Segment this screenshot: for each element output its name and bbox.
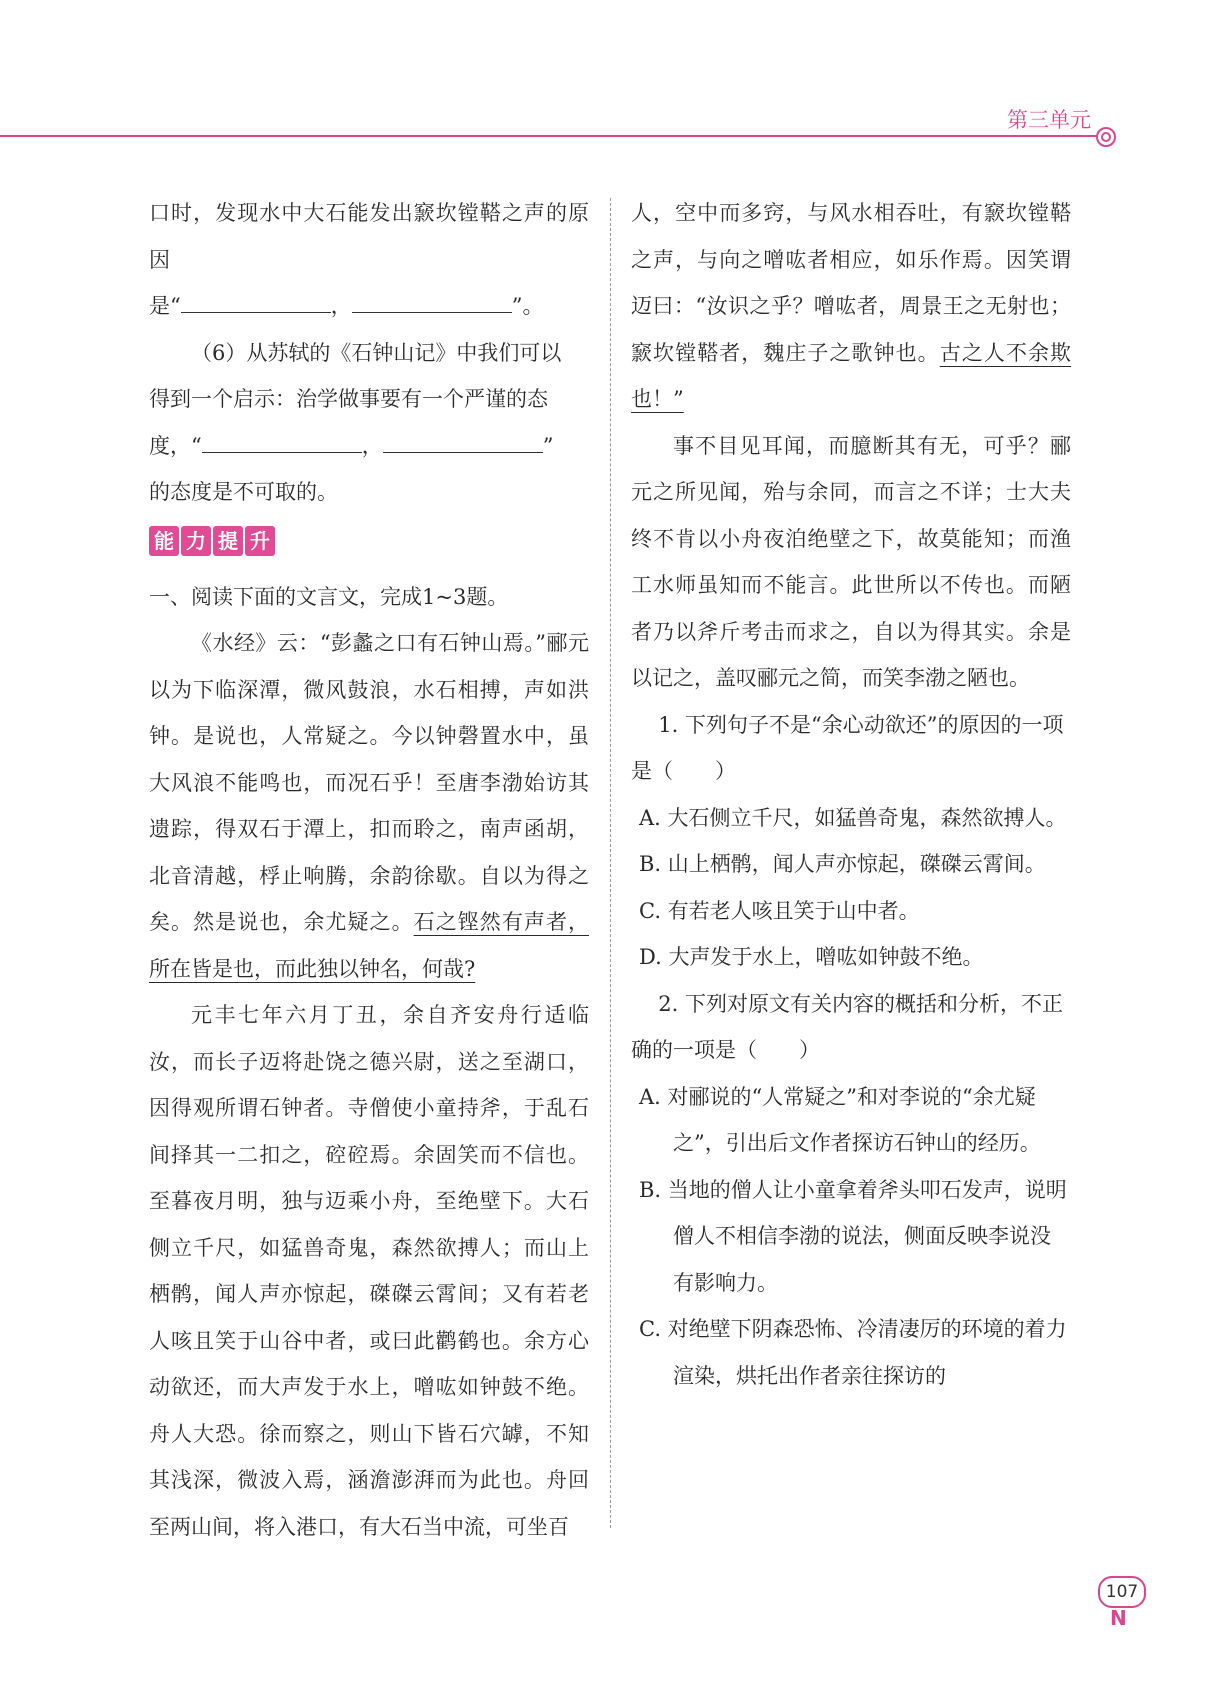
answer-blank[interactable] — [352, 292, 512, 313]
question-6-line-2: 得到一个启示：治学做事要有一个严谨的态 — [149, 387, 548, 411]
fill-blank-line: 是“ ， ”。 — [149, 294, 544, 318]
classical-text-paragraph: 元丰七年六月丁丑，余自齐安舟行适临汝，而长子迈将赴饶之德兴尉，送之至湖口，因得观所谓石钟者。寺僧使小童持斧，于乱石间择其一二扣之，硿硿焉。余固笑而不信也。至暮夜月明，独与迈乘小舟，至绝壁下。大石侧立千尺，如猛兽奇鬼，森然欲搏人；而山上栖鹘，闻人声亦惊起，磔磔云霄间；又有若老人咳且笑于山谷中者，或曰此鹳鹤也。余方心动欲还，而大声发于水上，噌吰如钟鼓不绝。舟人大恐。徐而察之，则山下皆石穴罅，不知其浅深，微波入焉，涵澹澎湃而为此也。舟回至两山间，将入港口，有大石当中流，可坐百 — [149, 1003, 589, 1539]
option-b[interactable]: B. 山上栖鹘，闻人声亦惊起，磔磔云霄间。 — [639, 852, 1046, 876]
badge-char: 能 — [149, 526, 179, 556]
header-ring-ornament — [1096, 127, 1116, 147]
classical-text-paragraph: 《水经》云：“彭蠡之口有石钟山焉。”郦元以为下临深潭，微风鼓浪，水石相搏，声如洪钟。是说也，人常疑之。今以钟磬置水中，虽大风浪不能鸣也，而况石乎！至唐李渤始访其遗踪，得双石于潭上，扣而聆之，南声函胡，北音清越，桴止响腾，余韵徐歇。自以为得之矣。然是说也，余尤疑之。石之铿然有声者，所在皆是也，而此独以钟名，何哉? — [149, 631, 590, 981]
right-column — [631, 190, 1071, 1399]
task-instruction: 一、阅读下面的文言文，完成1~3题。 — [149, 584, 509, 609]
underlined-sentence: 古之人不余欺也！” — [631, 340, 1072, 411]
badge-char: 提 — [213, 526, 243, 556]
question-2-stem: 2. 下列对原文有关内容的概括和分析，不正确的一项是（ ） — [631, 991, 1064, 1062]
page-deco-logo: N — [1110, 1606, 1127, 1630]
answer-blank[interactable] — [181, 292, 331, 313]
question-1-stem: 1. 下列句子不是“余心动欲还”的原因的一项是（ ） — [631, 712, 1064, 783]
question-6-line-4: 的态度是不可取的。 — [149, 480, 338, 504]
header-rule — [0, 135, 1108, 137]
page-number: 107 — [1098, 1576, 1146, 1608]
option-a[interactable]: A. 大石侧立千尺，如猛兽奇鬼，森然欲搏人。 — [639, 805, 1067, 830]
badge-char: 升 — [245, 526, 275, 556]
column-divider — [610, 198, 611, 1528]
section-badge — [149, 526, 275, 556]
classical-text-paragraph: 事不目见耳闻，而臆断其有无，可乎？郦元之所见闻，殆与余同，而言之不详；士大夫终不肯以小舟夜泊绝壁之下，故莫能知；而渔工水师虽知而不能言。此世所以不传也。而陋者乃以斧斤考击而求之，自以为得其实。余是以记之，盖叹郦元之简，而笑李渤之陋也。 — [631, 433, 1071, 690]
option-b[interactable]: B. 当地的僧人让小童拿着斧头叩石发声，说明僧人不相信李渤的说法，侧面反映李说没有影响力。 — [639, 1177, 1067, 1295]
option-c[interactable]: C. 有若老人咳且笑于山中者。 — [639, 898, 920, 923]
question-6-line-1: （6）从苏轼的《石钟山记》中我们可以 — [191, 340, 562, 365]
answer-blank[interactable] — [202, 432, 362, 453]
option-c[interactable]: C. 对绝壁下阴森恐怖、冷清凄厉的环境的着力渲染，烘托出作者亲往探访的 — [639, 1317, 1067, 1388]
option-a[interactable]: A. 对郦说的“人常疑之”和对李说的“余尤疑之”，引出后文作者探访石钟山的经历。 — [639, 1084, 1041, 1155]
badge-char: 力 — [181, 526, 211, 556]
option-d[interactable]: D. 大声发于水上，噌吰如钟鼓不绝。 — [639, 945, 984, 969]
classical-text-paragraph: 人，空中而多窍，与风水相吞吐，有窾坎镗鞳之声，与向之噌吰者相应，如乐作焉。因笑谓迈曰：“汝识之乎？噌吰者，周景王之无射也；窾坎镗鞳者，魏庄子之歌钟也。古之人不余欺也！” — [631, 201, 1072, 411]
text-line: 口时，发现水中大石能发出窾坎镗鞳之声的原因 — [149, 201, 589, 272]
underlined-sentence: 石之铿然有声者，所在皆是也，而此独以钟名，何哉? — [149, 910, 590, 981]
answer-blank[interactable] — [383, 432, 543, 453]
left-column — [149, 190, 589, 1550]
unit-title: 第三单元 — [1007, 108, 1091, 132]
fill-blank-line: 度，“ ， ” — [149, 433, 554, 458]
